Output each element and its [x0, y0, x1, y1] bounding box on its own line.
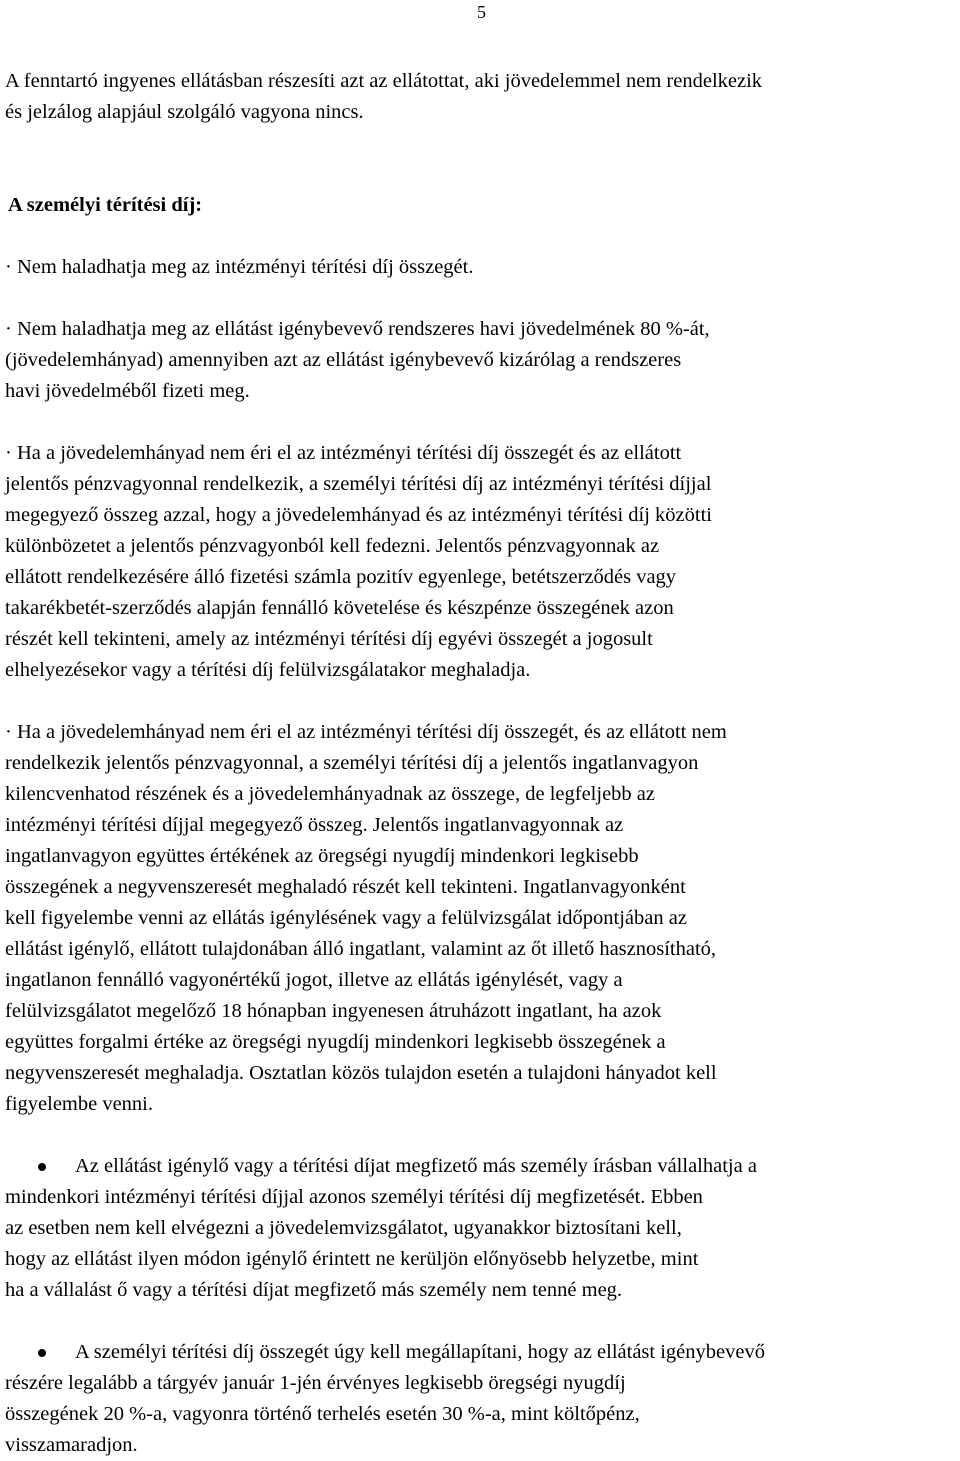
text-line: ellátott rendelkezésére álló fizetési számla pozitív egyenlege, betétszerződés vagy — [5, 566, 677, 588]
text-line: · Ha a jövedelemhányad nem éri el az intézményi térítési díj összegét, és az ellátott nem — [5, 721, 727, 743]
text-line: · Nem haladhatja meg az ellátást igénybevevő rendszeres havi jövedelmének 80 %-át, — [5, 318, 710, 340]
bullet-dot-icon — [38, 1163, 46, 1171]
text-line: és jelzálog alapjául szolgáló vagyona nincs. — [5, 101, 364, 123]
text-line: kilencvenhatod részének és a jövedelemhányadnak az összege, de legfeljebb az — [5, 783, 655, 805]
page-number: 5 — [477, 2, 486, 22]
section-heading: A személyi térítési díj: — [8, 194, 203, 216]
bullet-dot-icon — [38, 1349, 46, 1357]
text-line: részére legalább a tárgyév január 1-jén érvényes legkisebb öregségi nyugdíj — [5, 1372, 626, 1394]
text-line: ha a vállalást ő vagy a térítési díjat megfizető más személy nem tenné meg. — [5, 1279, 623, 1301]
text-line: jelentős pénzvagyonnal rendelkezik, a személyi térítési díj az intézményi térítési díjjal — [5, 473, 712, 495]
text-line: intézményi térítési díjjal megegyező összeg. Jelentős ingatlanvagyonnak az — [5, 814, 624, 836]
bullet-item — [5, 1337, 957, 1368]
text-line: ingatlanon fennálló vagyonértékű jogot, illetve az ellátás igénylését, vagy a — [5, 969, 623, 991]
text-line: · Ha a jövedelemhányad nem éri el az intézményi térítési díj összegét és az ellátott — [5, 442, 682, 464]
text-line: visszamaradjon. — [5, 1434, 138, 1456]
text-line: · Nem haladhatja meg az intézményi térítési díj összegét. — [5, 256, 474, 278]
bullet-text: A személyi térítési díj összegét úgy kell megállapítani, hogy az ellátást igénybevevő — [75, 1341, 765, 1363]
text-line: megegyező összeg azzal, hogy a jövedelemhányad és az intézményi térítési díj közötti — [5, 504, 712, 526]
text-line: ingatlanvagyon együttes értékének az öregségi nyugdíj mindenkori legkisebb — [5, 845, 639, 867]
text-line: figyelembe venni. — [5, 1093, 154, 1115]
text-line: különbözetet a jelentős pénzvagyonból kell fedezni. Jelentős pénzvagyonnak az — [5, 535, 660, 557]
bullet-item — [5, 1151, 957, 1182]
text-line: mindenkori intézményi térítési díjjal azonos személyi térítési díj megfizetését. Ebben — [5, 1186, 703, 1208]
text-line: havi jövedelméből fizeti meg. — [5, 380, 250, 402]
text-line: felülvizsgálatot megelőző 18 hónapban ingyenesen átruházott ingatlant, ha azok — [5, 1000, 662, 1022]
document-body — [5, 66, 957, 1461]
text-line: A fenntartó ingyenes ellátásban részesíti azt az ellátottat, aki jövedelemmel nem rendelkezik — [5, 70, 763, 92]
text-line: kell figyelembe venni az ellátás igénylésének vagy a felülvizsgálat időpontjában az — [5, 907, 687, 929]
text-line: takarékbetét-szerződés alapján fennálló követelése és készpénze összegének azon — [5, 597, 674, 619]
text-line: együttes forgalmi értéke az öregségi nyugdíj mindenkori legkisebb összegének a — [5, 1031, 666, 1053]
text-line: az esetben nem kell elvégezni a jövedelemvizsgálatot, ugyanakkor biztosítani kell, — [5, 1217, 682, 1239]
bullet-text: Az ellátást igénylő vagy a térítési díjat megfizető más személy írásban vállalhatja a — [75, 1155, 757, 1177]
text-line: negyvenszeresét meghaladja. Osztatlan közös tulajdon esetén a tulajdoni hányadot kell — [5, 1062, 717, 1084]
text-line: (jövedelemhányad) amennyiben azt az ellátást igénybevevő kizárólag a rendszeres — [5, 349, 682, 371]
text-line: rendelkezik jelentős pénzvagyonnal, a személyi térítési díj a jelentős ingatlanvagyon — [5, 752, 699, 774]
text-line: összegének a negyvenszeresét meghaladó részét kell tekinteni. Ingatlanvagyonként — [5, 876, 686, 898]
text-line: részét kell tekinteni, amely az intézményi térítési díj egyévi összegét a jogosult — [5, 628, 653, 650]
text-line: elhelyezésekor vagy a térítési díj felülvizsgálatakor meghaladja. — [5, 659, 531, 681]
text-line: ellátást igénylő, ellátott tulajdonában álló ingatlant, valamint az őt illető hasznosítható, — [5, 938, 717, 960]
text-line: összegének 20 %-a, vagyonra történő terhelés esetén 30 %-a, mint költőpénz, — [5, 1403, 640, 1425]
text-line: hogy az ellátást ilyen módon igénylő érintett ne kerüljön előnyösebb helyzetbe, mint — [5, 1248, 699, 1270]
